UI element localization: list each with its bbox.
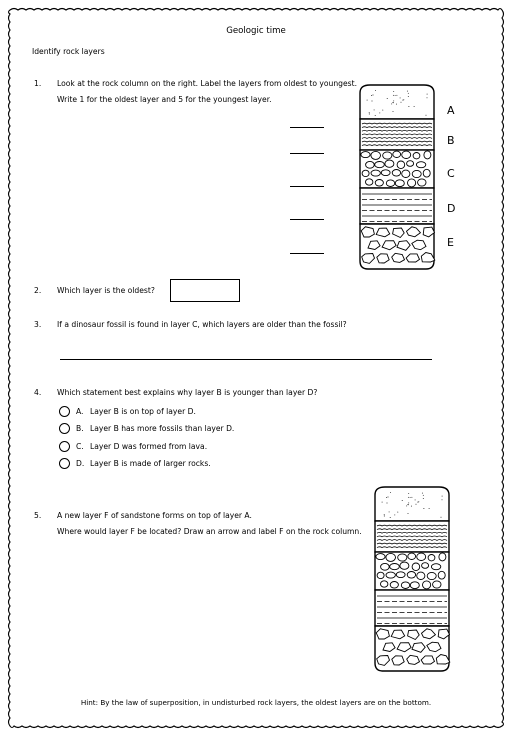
option-d-text: Layer B is made of larger rocks. <box>90 459 211 468</box>
question-5-text-line2: Where would layer F be located? Draw an arrow and label F on the rock column. <box>57 527 362 536</box>
option-b-text: Layer B has more fossils than layer D. <box>90 424 235 433</box>
hint-text: Hint: By the law of superposition, in undisturbed rock layers, the oldest layers are on the bottom. <box>80 698 432 707</box>
layer-label-c: C <box>447 167 455 180</box>
option-c-text: Layer D was formed from lava. <box>90 442 208 451</box>
oldest-layer-answer-box[interactable] <box>170 279 240 302</box>
question-2-text: Which layer is the oldest? <box>57 286 155 295</box>
section-heading: Identify rock layers <box>32 47 105 56</box>
question-5-number: 5. <box>34 511 42 520</box>
column-2-layer-a <box>375 487 449 521</box>
column-2-layer-b <box>375 521 449 552</box>
question-4-number: 4. <box>34 388 42 397</box>
layer-label-e: E <box>447 236 454 249</box>
option-c-letter: C. <box>76 442 84 451</box>
layer-e-answer-blank[interactable] <box>290 253 324 254</box>
page-title: Geologic time <box>226 26 286 36</box>
question-3-number: 3. <box>34 320 42 329</box>
option-a-letter: A. <box>76 407 84 416</box>
question-3-text: If a dinosaur fossil is found in layer C, which layers are older than the fossil? <box>57 320 347 329</box>
column-1-layer-d <box>360 188 434 224</box>
question-1-number: 1. <box>34 79 42 88</box>
question-4-text: Which statement best explains why layer B is younger than layer D? <box>57 388 318 397</box>
layer-label-d: D <box>447 202 456 215</box>
layer-d-answer-blank[interactable] <box>290 219 324 220</box>
option-a-text: Layer B is on top of layer D. <box>90 407 196 416</box>
option-c-radio[interactable] <box>59 441 70 452</box>
column-1-layer-c <box>360 150 434 188</box>
layer-a-answer-blank[interactable] <box>290 127 324 128</box>
rock-column-2[interactable] <box>373 483 451 677</box>
layer-label-b: B <box>447 134 455 147</box>
column-2-layer-e <box>375 626 450 671</box>
question-1-text-line1: Look at the rock column on the right. Label the layers from oldest to youngest. <box>57 79 358 88</box>
column-1-layer-a <box>360 85 434 119</box>
option-d-radio[interactable] <box>59 458 70 469</box>
question-5-text-line1: A new layer F of sandstone forms on top of layer A. <box>57 511 252 520</box>
question-1-text-line2: Write 1 for the oldest layer and 5 for the youngest layer. <box>57 95 272 104</box>
layer-c-answer-blank[interactable] <box>290 186 324 187</box>
option-b-radio[interactable] <box>59 423 70 434</box>
option-d-letter: D. <box>76 459 85 468</box>
rock-column-1 <box>358 83 436 273</box>
option-a-radio[interactable] <box>59 406 70 417</box>
option-b-letter: B. <box>76 424 84 433</box>
layer-b-answer-blank[interactable] <box>290 153 324 154</box>
column-1-layer-e <box>360 224 435 269</box>
question-3-answer-line[interactable] <box>60 359 432 360</box>
column-1-layer-b <box>360 119 434 150</box>
column-2-layer-d <box>375 590 449 626</box>
column-2-layer-c <box>375 552 449 590</box>
layer-label-a: A <box>447 104 455 117</box>
question-2-number: 2. <box>34 286 42 295</box>
